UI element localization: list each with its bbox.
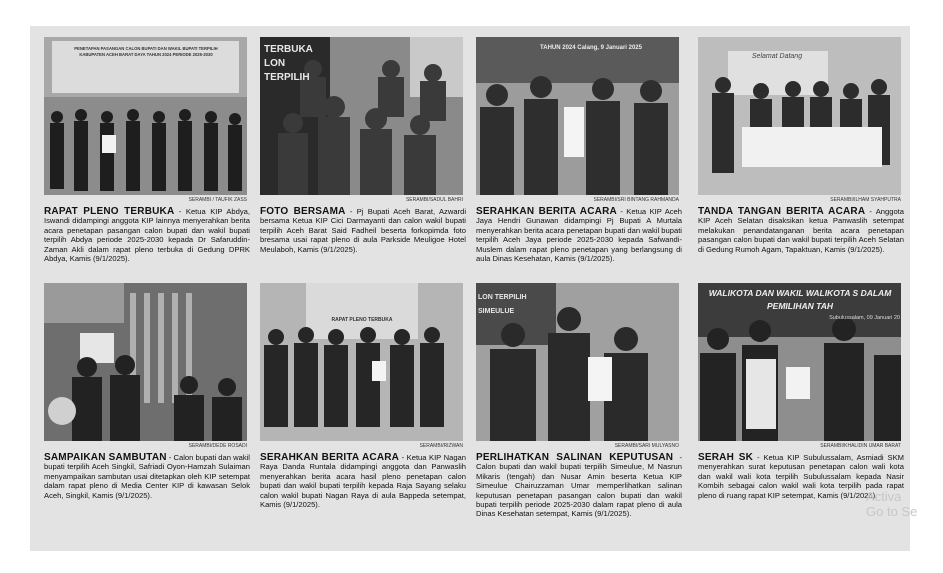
watermark-line-1: Activa xyxy=(866,489,902,504)
photo-card xyxy=(44,37,252,263)
caption-headline: SERAHKAN BERITA ACARA xyxy=(476,206,617,217)
photo-caption xyxy=(44,207,250,263)
photo-credit: SERAMBI/RIZWAN xyxy=(419,443,463,449)
backdrop-subtitle: Subulussalam, 09 Januari 20 xyxy=(829,315,900,321)
backdrop-banner: Selamat Datang xyxy=(751,53,803,60)
photo-credit: SERAMBI/KHALIDIN UMAR BARAT xyxy=(820,443,901,449)
backdrop-banner: WALIKOTA DAN WAKIL WALIKOTA S DALAM PEMILIHAN TAH xyxy=(708,288,892,311)
photo-caption xyxy=(698,207,904,254)
caption-headline: TANDA TANGAN BERITA ACARA xyxy=(698,206,866,217)
photo-credit: SERAMBI/ILHAM SYAHPUTRA xyxy=(830,197,901,203)
photo-credit: SERAMBI/SARI MULYASNO xyxy=(614,443,679,449)
news-photo xyxy=(698,283,901,441)
caption-body: - Ketua KIP Abdya, Iswandi didampingi anggota KIP lainnya menyerahkan berita acara penetapan pasangan calon bupati dan wakil bupati terpilih Abdya periode 2025-2030 kepada Dr Safaruddin-Zaman Akli dalam rapat pleno terbuka di Gedung DPRK Abdya, Kamis (9/1/2025). xyxy=(44,207,250,264)
caption-headline: SERAHKAN BERITA ACARA xyxy=(260,452,400,463)
backdrop-banner: PENETAPAN PASANGAN CALON BUPATI DAN WAKIL BUPATI TERPILIH KABUPATEN ACEH BARAT DAYA TAHUN 2024 PERIODE 2025-2030 xyxy=(74,46,218,57)
photo-card xyxy=(476,283,684,519)
photo-caption xyxy=(260,453,466,509)
caption-headline: SAMPAIKAN SAMBUTAN xyxy=(44,452,167,463)
photo-caption xyxy=(476,453,682,519)
photo-caption xyxy=(260,207,466,254)
news-photo xyxy=(260,283,463,441)
news-photo xyxy=(476,283,679,441)
caption-headline: PERLIHATKAN SALINAN KEPUTUSAN xyxy=(476,452,674,463)
caption-headline: FOTO BERSAMA xyxy=(260,206,346,217)
photo-card xyxy=(698,283,906,500)
photo-card xyxy=(44,283,252,500)
news-photo xyxy=(44,37,247,195)
photo-credit: SERAMBI/SADUL BAHRI xyxy=(405,197,463,203)
photo-card xyxy=(698,37,906,254)
caption-headline: RAPAT PLENO TERBUKA xyxy=(44,206,175,217)
backdrop-banner: LON TERPILIH SIMEULUE xyxy=(478,294,527,315)
news-photo xyxy=(698,37,901,195)
news-photo xyxy=(476,37,679,195)
caption-body: - Calon bupati dan wakil bupati terpilih Simeulue, M Nasrun Mikaris (tengah) dan Nusar Amin beserta Ketua KIP Simeulue Chairuzzaman Umar memperlihatkan salinan keputusan penetapan pasangan calon bupati dan wakil bupati terpilih periode 2025-2030 dalam rapat pleno di aula Dinas Kesehatan setempat, Kamis (9/1/2025). xyxy=(476,453,683,519)
news-photo xyxy=(260,37,463,195)
backdrop-banner: TAHUN 2024 Calang, 9 Januari 2025 xyxy=(540,45,642,51)
photo-credit: SERAMBI/SRI BINTANG RAHMANDA xyxy=(593,197,679,203)
photo-page-panel xyxy=(30,26,910,551)
photo-caption xyxy=(44,453,250,500)
caption-body: - Ketua KIP Subulussalam, Asmiadi SKM menyerahkan surat keputusan penetapan calon wali kota dan wakil wali kota terpilih Subulussalam kepada Nasir Kombih sebagai calon wakil wali kota terpilih pada rapat pleno di ruang rapat KIP setempat, Kamis (9/1/2025). xyxy=(698,453,904,500)
watermark-line-2: Go to Se xyxy=(866,504,918,519)
photo-card xyxy=(260,37,468,254)
caption-body: - Calon bupati dan wakil bupati terpilih Aceh Singkil, Safriadi Oyon-Hamzah Sulaiman menyampaikan sambutan usai ditetapkan oleh KIP setempat dalam rapat pleno di Media Center KIP di kawasan Selok Aceh, Singkil, Kamis (9/1/2025). xyxy=(44,453,250,500)
photo-caption xyxy=(476,207,682,263)
photo-credit: SERAMBI/DEDE ROSADI xyxy=(188,443,247,449)
backdrop-banner: RAPAT PLENO TERBUKA xyxy=(331,317,393,323)
caption-body: - Ketua KIP Nagan Raya Danda Runtala didampingi anggota dan Panwaslih menyerahkan berita acara hasil pleno penetapan calon bupati dan wakil bupati terpilih kepada Raja Sayang selaku calon wakil bupati Nagan Raya di aula Bappeda setempat, Kamis (9/1/2025). xyxy=(260,453,467,510)
photo-card xyxy=(260,283,468,509)
photo-credit: SERAMBI / TAUFIK ZASS xyxy=(188,197,247,203)
photo-card xyxy=(476,37,684,263)
os-activation-watermark xyxy=(866,489,917,519)
caption-body: - Ketua KIP Aceh Jaya Hendri Gunawan didampingi Pj Bupati A Murtala menyerahkan berita acara penetapan bupati dan wakil bupati terpilih Aceh Jaya periode 2025-2030 kepada Safwandi-Muslem dalam rapat pleno penetapan yang berlangsung di aula Dinas Kesehatan, Kamis (9/1/2025). xyxy=(476,207,682,264)
news-photo xyxy=(44,283,247,441)
caption-body: - Pj Bupati Aceh Barat, Azwardi bersama Ketua KIP Cici Darmayanti dan calon wakil bupati terpilih Aceh Barat Said Fadheil beserta forkopimda foto bresama usai rapat pleno di aula Parkside Meuligoe Hotel Meulaboh, Kamis (9/1/2025). xyxy=(260,207,467,254)
caption-headline: SERAH SK xyxy=(698,452,754,463)
caption-body: - Anggota KIP Aceh Selatan disaksikan ketua Panwaslih setempat melakukan penandatanganan berita acara penetapan pasangan calon bupati dan wakil bupati terpilih Aceh Selatan di Gedung Rumoh Agam, Tapaktuan, Kamis (9/1/2025). xyxy=(698,207,904,254)
backdrop-banner: TERBUKA LON TERPILIH xyxy=(264,44,313,83)
